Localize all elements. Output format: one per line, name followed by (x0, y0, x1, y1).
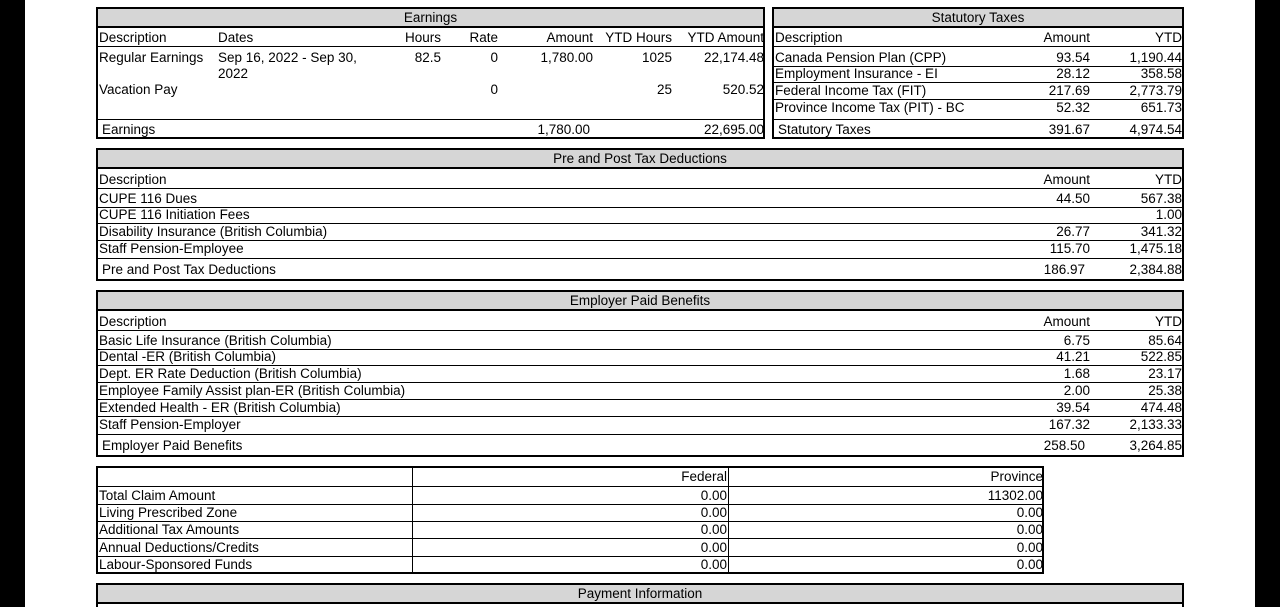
deductions-row-description: Staff Pension-Employee (99, 241, 244, 256)
statutory-row-amount: 93.54 (1056, 50, 1090, 65)
earnings-total-amount: 1,780.00 (537, 122, 590, 137)
tax-claim-label: Additional Tax Amounts (99, 522, 240, 537)
benefits-row-amount: 167.32 (1048, 417, 1090, 432)
benefits-row-description: Employee Family Assist plan-ER (British Columbia) (99, 383, 406, 398)
earnings-row-rate: 0 (490, 50, 498, 65)
benefits-row-ytd: 474.48 (1140, 400, 1182, 415)
statutory-row-ytd: 358.58 (1140, 66, 1182, 81)
statutory-row-description: Employment Insurance - EI (775, 66, 938, 81)
benefits-row-ytd: 85.64 (1148, 333, 1182, 348)
tax-claim-province: 0.00 (1016, 505, 1043, 520)
earnings-row-description: Regular Earnings (99, 50, 204, 65)
tax-claim-federal: 0.00 (700, 540, 727, 555)
earnings-row-dates-cont: 2022 (218, 66, 249, 81)
tax-claim-label: Total Claim Amount (99, 488, 216, 503)
deductions-header-ytd: YTD (1155, 172, 1182, 187)
benefits-header-description: Description (99, 314, 167, 329)
statutory-header-description: Description (775, 30, 843, 45)
tax-claims-table (96, 466, 1044, 574)
statutory-row-ytd: 2,773.79 (1129, 83, 1182, 98)
deductions-row-amount: 115.70 (1049, 241, 1090, 256)
earnings-row-amount: 1,780.00 (540, 50, 593, 65)
benefits-row-description: Dept. ER Rate Deduction (British Columbia) (99, 366, 362, 381)
deductions-total-label: Pre and Post Tax Deductions (102, 262, 276, 277)
statutory-row-description: Canada Pension Plan (CPP) (775, 50, 947, 65)
earnings-header-dates: Dates (218, 30, 254, 45)
earnings-header-description: Description (99, 30, 167, 45)
benefits-header-amount: Amount (1043, 314, 1090, 329)
benefits-row-ytd: 2,133.33 (1129, 417, 1182, 432)
benefits-row-amount: 41.21 (1056, 349, 1090, 364)
earnings-row-rate: 0 (490, 82, 498, 97)
earnings-row-ytd-hours: 25 (656, 82, 672, 97)
benefits-header-ytd: YTD (1155, 314, 1182, 329)
tax-claim-province: 0.00 (1016, 540, 1043, 555)
tax-claim-label: Annual Deductions/Credits (99, 540, 259, 555)
benefits-row-description: Basic Life Insurance (British Columbia) (99, 333, 332, 348)
benefits-title: Employer Paid Benefits (98, 292, 1182, 311)
earnings-header-hours: Hours (404, 30, 441, 45)
benefits-row-amount: 2.00 (1063, 383, 1090, 398)
tax-claim-federal: 0.00 (700, 522, 727, 537)
statutory-row-ytd: 1,190.44 (1129, 50, 1182, 65)
tax-claim-province: 0.00 (1016, 557, 1043, 572)
deductions-total-ytd: 2,384.88 (1129, 262, 1182, 277)
tax-claim-label: Living Prescribed Zone (99, 505, 238, 520)
statutory-header-ytd: YTD (1155, 30, 1182, 45)
statutory-taxes-table (772, 7, 1184, 139)
benefits-row-amount: 6.75 (1063, 333, 1090, 348)
benefits-row-ytd: 25.38 (1148, 383, 1182, 398)
tax-claims-header-federal: Federal (681, 469, 727, 484)
statutory-row-amount: 52.32 (1056, 100, 1090, 115)
benefits-row-ytd: 23.17 (1148, 366, 1182, 381)
benefits-row-ytd: 522.85 (1140, 349, 1182, 364)
payment-title: Payment Information (98, 585, 1182, 604)
deductions-title: Pre and Post Tax Deductions (98, 150, 1182, 169)
statutory-title: Statutory Taxes (774, 9, 1182, 28)
statutory-total-amount: 391.67 (1048, 122, 1090, 137)
statutory-row-amount: 28.12 (1056, 66, 1090, 81)
earnings-total-label: Earnings (102, 122, 156, 137)
payment-information-table (96, 583, 1184, 607)
deductions-row-description: Disability Insurance (British Columbia) (99, 224, 328, 239)
statutory-row-ytd: 651.73 (1140, 100, 1182, 115)
deductions-header-description: Description (99, 172, 167, 187)
earnings-total-ytd-amount: 22,695.00 (703, 122, 764, 137)
benefits-row-description: Extended Health - ER (British Columbia) (99, 400, 341, 415)
deductions-row-ytd: 567.38 (1140, 191, 1182, 206)
earnings-header-ytd-amount: YTD Amount (687, 30, 764, 45)
statutory-row-description: Federal Income Tax (FIT) (775, 83, 927, 98)
deductions-row-ytd: 341.32 (1140, 224, 1182, 239)
deductions-table (96, 148, 1184, 281)
statutory-total-label: Statutory Taxes (778, 122, 871, 137)
benefits-row-description: Dental -ER (British Columbia) (99, 349, 277, 364)
earnings-table (96, 7, 765, 139)
earnings-title: Earnings (98, 9, 763, 28)
deductions-total-amount: 186.97 (1043, 262, 1085, 277)
benefits-total-ytd: 3,264.85 (1129, 438, 1182, 453)
earnings-row-description: Vacation Pay (99, 82, 178, 97)
earnings-row-ytd-amount: 22,174.48 (703, 50, 764, 65)
tax-claim-federal: 0.00 (700, 505, 727, 520)
pay-stub-page (25, 0, 1255, 607)
deductions-row-ytd: 1,475.18 (1129, 241, 1182, 256)
earnings-header-amount: Amount (546, 30, 593, 45)
benefits-total-label: Employer Paid Benefits (102, 438, 243, 453)
deductions-row-amount: 44.50 (1056, 191, 1090, 206)
deductions-row-amount: 26.77 (1056, 224, 1090, 239)
earnings-row-hours: 82.5 (414, 50, 441, 65)
statutory-row-amount: 217.69 (1048, 83, 1090, 98)
earnings-header-rate: Rate (469, 30, 498, 45)
tax-claim-federal: 0.00 (700, 557, 727, 572)
statutory-header-amount: Amount (1043, 30, 1090, 45)
benefits-row-amount: 39.54 (1056, 400, 1090, 415)
earnings-row-ytd-amount: 520.52 (722, 82, 764, 97)
statutory-total-ytd: 4,974.54 (1129, 122, 1182, 137)
benefits-row-description: Staff Pension-Employer (99, 417, 241, 432)
deductions-row-description: CUPE 116 Initiation Fees (99, 207, 250, 222)
deductions-row-description: CUPE 116 Dues (99, 191, 198, 206)
benefits-row-amount: 1.68 (1063, 366, 1090, 381)
deductions-row-ytd: 1.00 (1155, 207, 1182, 222)
tax-claim-label: Labour-Sponsored Funds (99, 557, 253, 572)
earnings-header-ytd-hours: YTD Hours (605, 30, 672, 45)
tax-claim-federal: 0.00 (700, 488, 727, 503)
deductions-header-amount: Amount (1043, 172, 1090, 187)
tax-claim-province: 0.00 (1016, 522, 1043, 537)
benefits-table (96, 290, 1184, 457)
earnings-row-dates: Sep 16, 2022 - Sep 30, (218, 50, 357, 65)
tax-claim-province: 11302.00 (987, 488, 1043, 503)
benefits-total-amount: 258.50 (1043, 438, 1085, 453)
tax-claims-header-province: Province (990, 469, 1043, 484)
statutory-row-description: Province Income Tax (PIT) - BC (775, 100, 965, 115)
earnings-row-ytd-hours: 1025 (641, 50, 672, 65)
